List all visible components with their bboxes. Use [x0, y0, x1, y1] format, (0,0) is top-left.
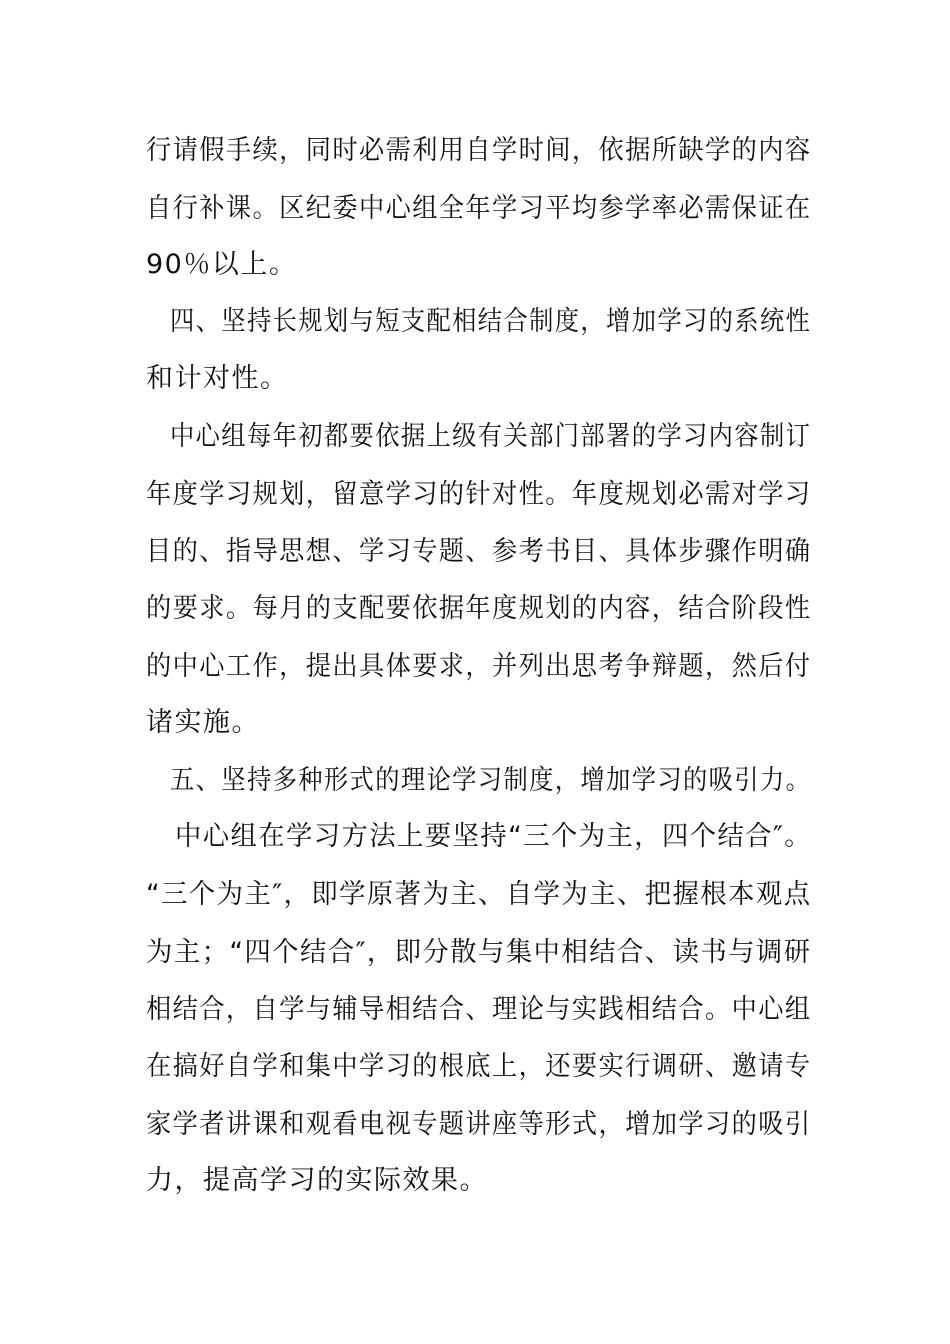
text-line: 年度学习规划，留意学习的针对性。年度规划必需对学习	[146, 479, 812, 510]
paragraph-start: 中心组在学习方法上要坚持“三个为主，四个结合″。	[175, 821, 813, 852]
text-line: “三个为主″，即学原著为主、自学为主、把握根本观点	[146, 879, 812, 910]
text-line: 诸实施。	[146, 707, 260, 738]
section-heading-4: 四、坚持长规划与短支配相结合制度，增加学习的系统性	[170, 306, 812, 337]
text-line: 的中心工作，提出具体要求，并列出思考争辩题，然后付	[146, 651, 812, 682]
text-line: 力，提高学习的实际效果。	[146, 1165, 488, 1196]
section-heading-5: 五、坚持多种形式的理论学习制度，增加学习的吸引力。	[170, 765, 812, 796]
text-line: 家学者讲课和观看电视专题讲座等形式，增加学习的吸引	[146, 1109, 812, 1140]
text-line: 目的、指导思想、学习专题、参考书目、具体步骤作明确	[146, 536, 812, 567]
text-line: 在搞好自学和集中学习的根底上，还要实行调研、邀请专	[146, 1051, 812, 1082]
text-line: 为主；“四个结合″，即分散与集中相结合、读书与调研	[146, 937, 812, 968]
paragraph-start: 中心组每年初都要依据上级有关部门部署的学习内容制订	[170, 421, 812, 452]
text-line: 自行补课。区纪委中心组全年学习平均参学率必需保证在	[146, 193, 812, 224]
text-line: 相结合，自学与辅导相结合、理论与实践相结合。中心组	[146, 994, 812, 1025]
text-line: 和计对性。	[146, 363, 289, 394]
text-line: 90％以上。	[146, 249, 298, 280]
text-line: 行请假手续，同时必需利用自学时间，依据所缺学的内容	[146, 135, 812, 166]
text-line: 的要求。每月的支配要依据年度规划的内容，结合阶段性	[146, 593, 812, 624]
